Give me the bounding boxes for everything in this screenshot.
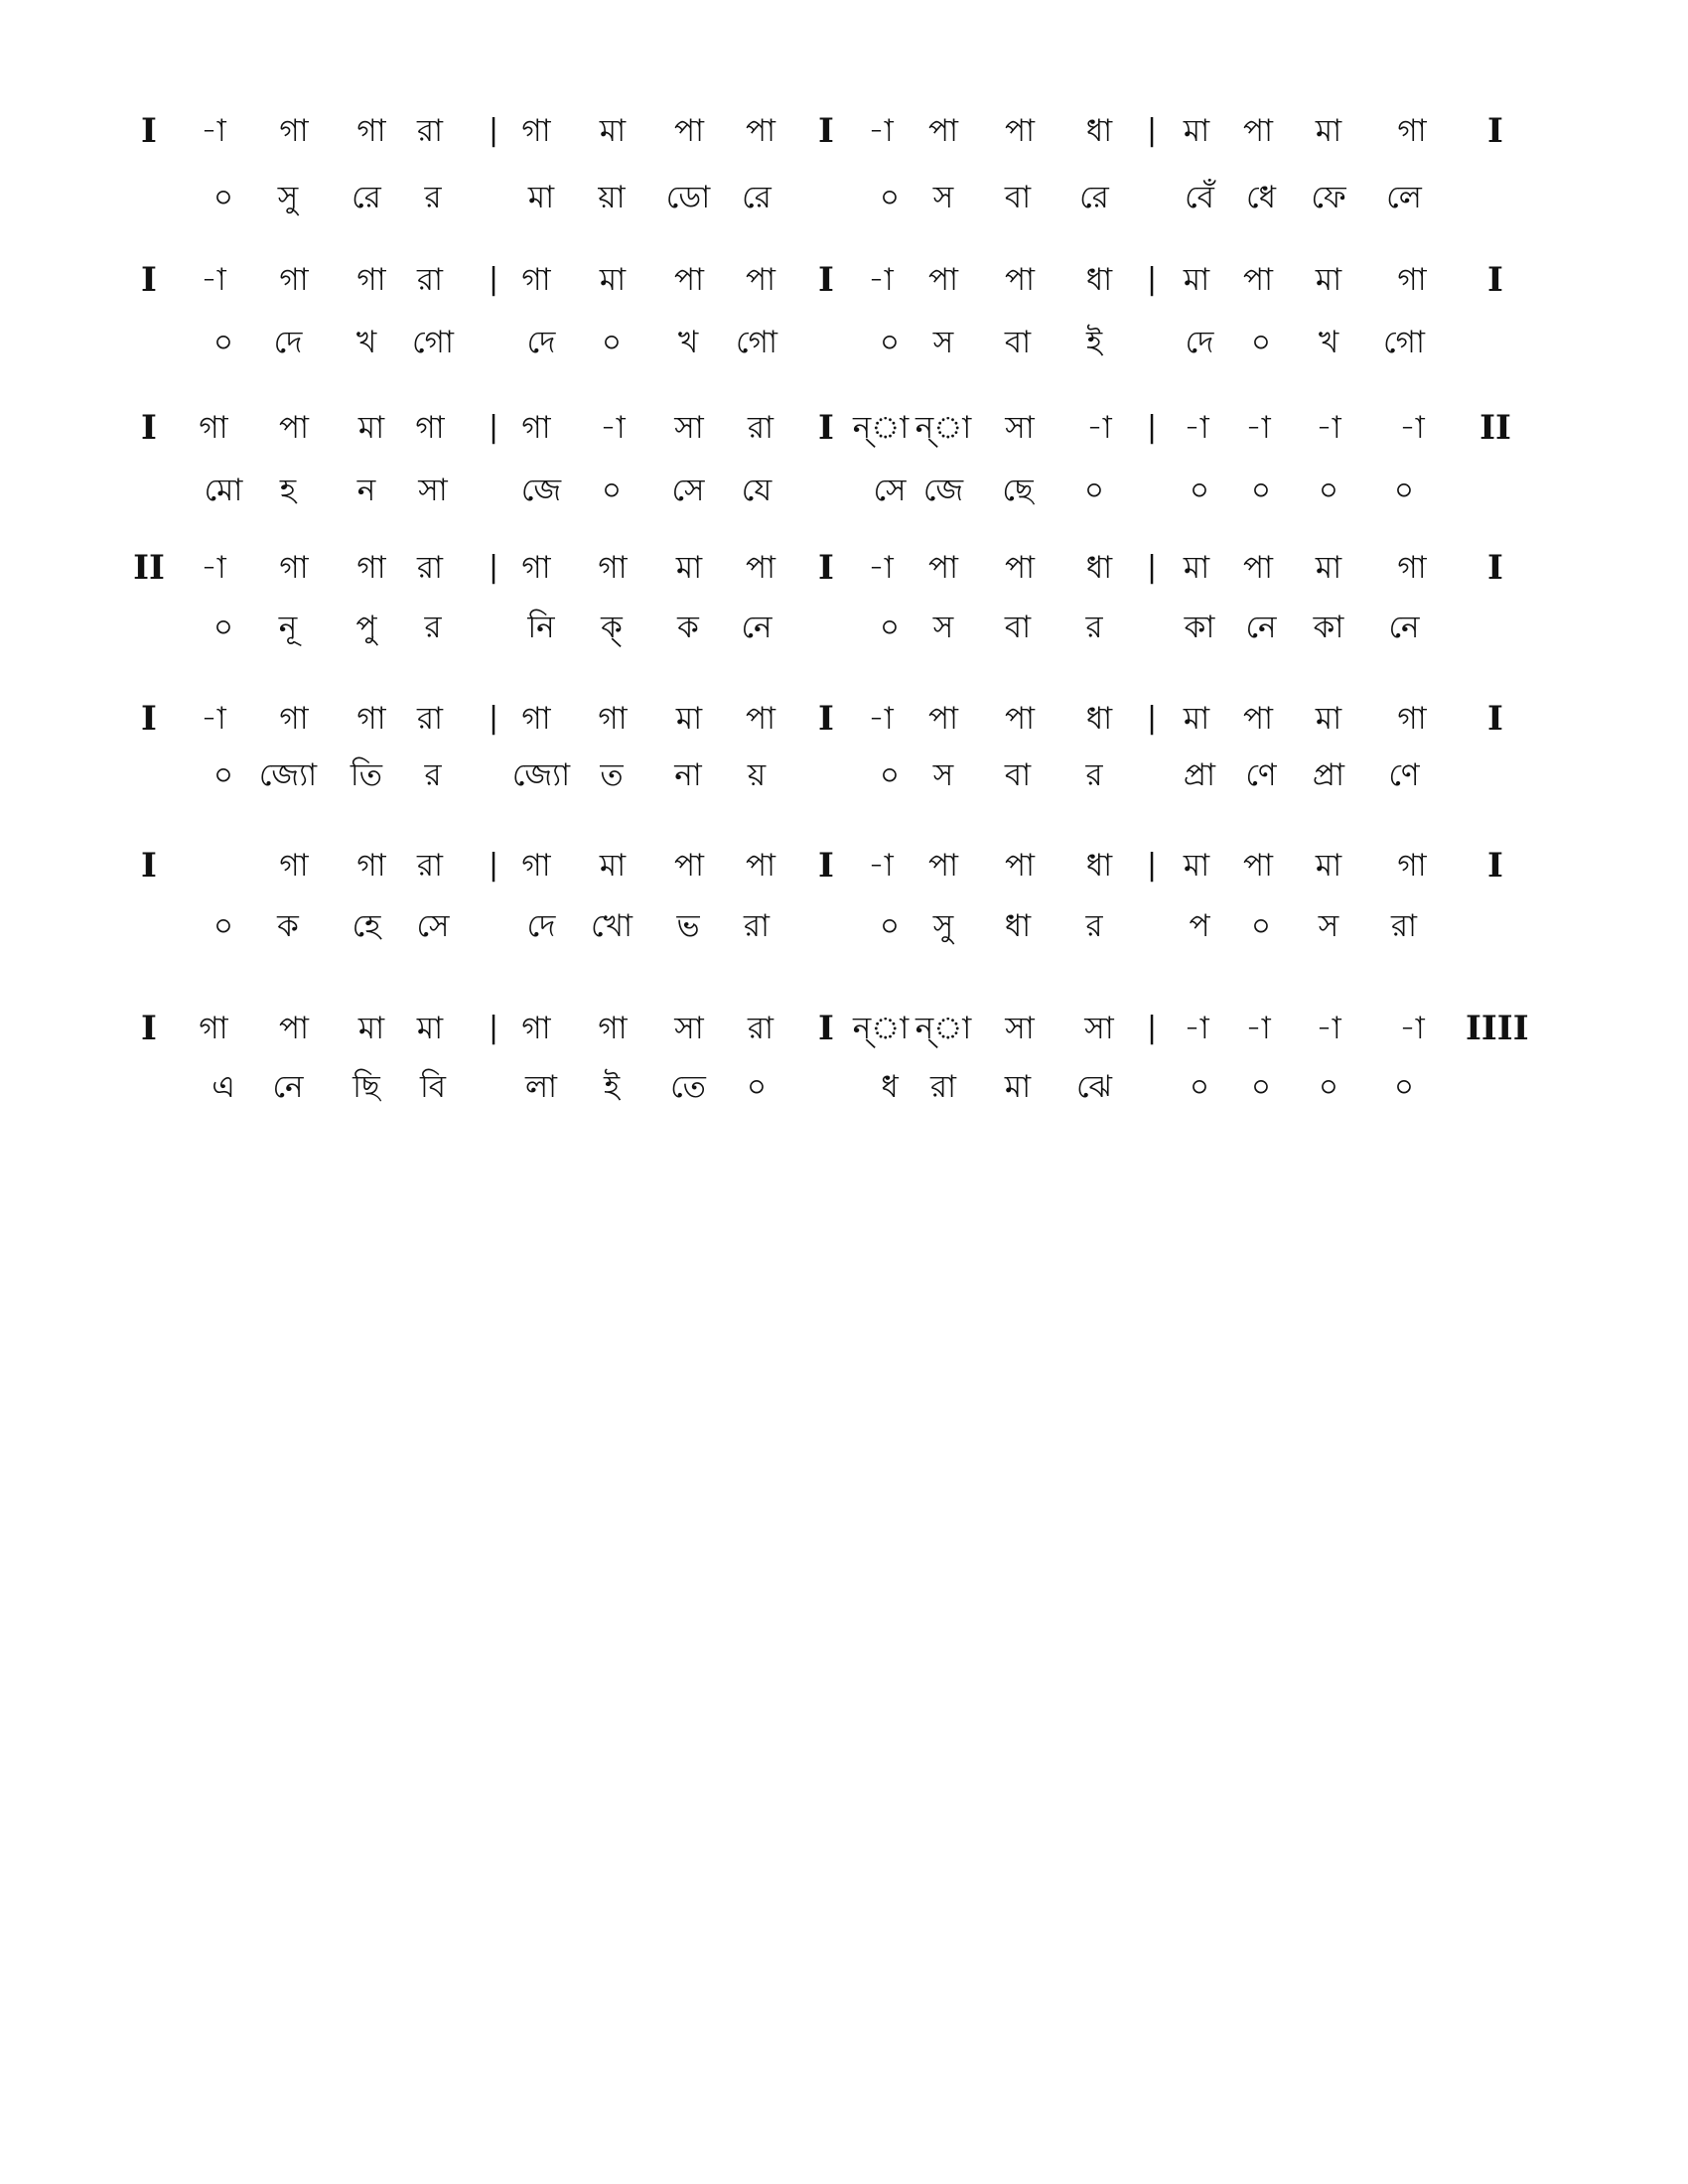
swara-note: ন্া — [852, 410, 910, 446]
swara-note: পা — [1242, 848, 1274, 884]
swara-note: মা — [599, 113, 627, 149]
swara-note: -া — [868, 848, 894, 884]
swara-note: গা — [279, 113, 309, 149]
lyric-row — [0, 608, 1688, 647]
swara-note: গা — [1397, 262, 1427, 298]
beat-divider: | — [488, 848, 499, 883]
bar-line: I — [1487, 111, 1503, 151]
swara-note: গা — [356, 262, 386, 298]
swara-note: মা — [1183, 701, 1210, 737]
swara-note: গা — [1397, 113, 1427, 149]
beat-divider: | — [488, 262, 499, 297]
lyric-syllable: র — [424, 180, 442, 215]
lyric-syllable: তে — [670, 1069, 706, 1105]
swara-note: মা — [675, 550, 703, 586]
lyric-syllable: প — [1189, 908, 1210, 944]
swara-note: পা — [927, 701, 959, 737]
lyric-syllable: ন — [356, 473, 376, 508]
swara-note: সা — [674, 1011, 704, 1046]
lyric-syllable: নে — [272, 1069, 304, 1105]
lyric-syllable: ০ — [1189, 473, 1210, 508]
lyric-syllable: ডো — [665, 180, 711, 215]
lyric-syllable: ছে — [1002, 473, 1034, 508]
beat-divider: | — [488, 701, 499, 736]
swara-note: -া — [1245, 1011, 1271, 1046]
lyric-syllable: খ — [355, 325, 377, 360]
swara-note: -া — [201, 113, 226, 149]
lyric-syllable: বেঁ — [1185, 180, 1214, 215]
swara-note: রা — [747, 1011, 774, 1046]
lyric-row — [0, 755, 1688, 795]
lyric-syllable: সে — [873, 473, 907, 508]
lyric-syllable: বা — [1004, 325, 1032, 360]
swara-note: সা — [674, 410, 704, 446]
swara-note: পা — [745, 848, 776, 884]
swara-note: মা — [1315, 262, 1342, 298]
swara-note: গা — [1397, 701, 1427, 737]
swara-note: মা — [675, 701, 703, 737]
swara-note: পা — [1004, 550, 1036, 586]
lyric-syllable: ০ — [879, 610, 901, 645]
swara-note: পা — [1004, 848, 1036, 884]
lyric-syllable: হে — [352, 908, 381, 944]
beat-divider: | — [1146, 550, 1158, 585]
bar-line: I — [818, 260, 834, 300]
swara-note: ধা — [1085, 550, 1113, 586]
swara-note: পা — [745, 113, 776, 149]
lyric-syllable: নি — [527, 610, 555, 645]
lyric-syllable: ভ — [676, 908, 700, 944]
swara-note: গা — [415, 410, 445, 446]
lyric-syllable: ই — [1085, 325, 1103, 360]
swara-note: গা — [279, 848, 309, 884]
swara-note: মা — [1315, 550, 1342, 586]
lyric-syllable: জে — [922, 473, 964, 508]
lyric-syllable: ০ — [1083, 473, 1105, 508]
beat-divider: | — [1146, 701, 1158, 736]
swara-note: পা — [745, 701, 776, 737]
beat-divider: | — [488, 550, 499, 585]
lyric-syllable: রে — [352, 180, 381, 215]
lyric-syllable: ০ — [879, 180, 901, 215]
swara-note: মা — [1183, 550, 1210, 586]
lyric-syllable: সে — [416, 908, 450, 944]
swara-note: রা — [416, 848, 444, 884]
swara-note: গা — [521, 701, 551, 737]
lyric-syllable: বি — [419, 1069, 447, 1105]
lyric-syllable: রে — [742, 180, 772, 215]
lyric-syllable: জে — [520, 473, 562, 508]
lyric-syllable: ০ — [746, 1069, 768, 1105]
lyric-syllable: দে — [1185, 325, 1214, 360]
lyric-syllable: ০ — [1250, 1069, 1272, 1105]
swara-note: পা — [745, 550, 776, 586]
swara-note: ধা — [1085, 701, 1113, 737]
lyric-syllable: স — [932, 180, 954, 215]
lyric-syllable: সে — [671, 473, 705, 508]
swara-note: মা — [1183, 262, 1210, 298]
swara-note: পা — [745, 262, 776, 298]
lyric-syllable: দে — [526, 908, 556, 944]
lyric-syllable: নূ — [278, 610, 298, 645]
bar-line: I — [141, 846, 157, 886]
swara-note: গা — [356, 701, 386, 737]
bar-line: I — [818, 699, 834, 739]
lyric-syllable: ০ — [212, 610, 234, 645]
lyric-syllable: ০ — [1318, 1069, 1339, 1105]
bar-line: II — [1479, 408, 1511, 448]
lyric-syllable: ধা — [1004, 908, 1032, 944]
lyric-syllable: নে — [741, 610, 773, 645]
lyric-syllable: দে — [273, 325, 303, 360]
swara-note: -া — [1184, 410, 1209, 446]
swara-note: গা — [199, 410, 228, 446]
bar-line: I — [1487, 260, 1503, 300]
lyric-syllable: স — [1318, 908, 1339, 944]
lyric-syllable: গো — [736, 325, 777, 360]
swara-note: পা — [278, 1011, 310, 1046]
swara-note: মা — [416, 1011, 444, 1046]
swara-note: পা — [1242, 550, 1274, 586]
swara-note: -া — [868, 262, 894, 298]
lyric-syllable: মা — [1004, 1069, 1032, 1105]
lyric-syllable: লা — [524, 1069, 558, 1105]
swara-note: সা — [1084, 1011, 1114, 1046]
swara-note: পা — [673, 848, 705, 884]
swara-row — [0, 548, 1688, 588]
swara-note: মা — [357, 1011, 385, 1046]
lyric-syllable: ক্ — [601, 610, 623, 645]
lyric-syllable: খো — [591, 908, 633, 944]
lyric-syllable: ০ — [601, 325, 623, 360]
bar-line: II — [133, 548, 165, 588]
swara-row — [0, 260, 1688, 300]
lyric-syllable: জ্যো — [258, 757, 318, 793]
swara-note: গা — [1397, 550, 1427, 586]
swara-note: গা — [521, 262, 551, 298]
swara-note: -া — [1245, 410, 1271, 446]
swara-row — [0, 846, 1688, 886]
lyric-syllable: রা — [743, 908, 771, 944]
bar-line: I — [1487, 699, 1503, 739]
beat-divider: | — [1146, 848, 1158, 883]
lyric-syllable: ০ — [212, 757, 234, 793]
swara-note: -া — [868, 550, 894, 586]
swara-note: -া — [201, 701, 226, 737]
lyric-syllable: ই — [603, 1069, 621, 1105]
lyric-syllable: এ — [211, 1069, 235, 1105]
swara-note: গা — [279, 262, 309, 298]
swara-note: ধা — [1085, 848, 1113, 884]
swara-note: গা — [598, 1011, 628, 1046]
lyric-row — [0, 906, 1688, 946]
lyric-syllable: সা — [418, 473, 448, 508]
swara-note: -া — [201, 550, 226, 586]
lyric-syllable: য় — [747, 757, 767, 793]
swara-note: -া — [600, 410, 626, 446]
swara-note: মা — [1315, 113, 1342, 149]
lyric-syllable: কা — [1313, 610, 1344, 645]
swara-note: -া — [1399, 1011, 1425, 1046]
swara-note: গা — [521, 848, 551, 884]
swara-note: পা — [927, 550, 959, 586]
swara-note: মা — [599, 848, 627, 884]
swara-note: -া — [1316, 1011, 1341, 1046]
lyric-syllable: তি — [350, 757, 383, 793]
swara-note: পা — [1004, 262, 1036, 298]
swara-note: মা — [1183, 848, 1210, 884]
swara-note: গা — [521, 113, 551, 149]
bar-line: I — [818, 1009, 834, 1048]
swara-note: -া — [1086, 410, 1112, 446]
swara-note: পা — [673, 262, 705, 298]
swara-note: গা — [598, 701, 628, 737]
swara-note: গা — [521, 550, 551, 586]
lyric-syllable: সু — [932, 908, 954, 944]
swara-note: মা — [1183, 113, 1210, 149]
lyric-syllable: জ্যো — [511, 757, 571, 793]
beat-divider: | — [1146, 410, 1158, 445]
swara-note: -া — [1399, 410, 1425, 446]
swara-note: -া — [1184, 1011, 1209, 1046]
swara-note: পা — [1004, 113, 1036, 149]
lyric-syllable: বা — [1004, 757, 1032, 793]
lyric-syllable: না — [674, 757, 702, 793]
bar-line: I — [818, 846, 834, 886]
swara-note: গা — [199, 1011, 228, 1046]
lyric-syllable: খ — [1318, 325, 1339, 360]
lyric-syllable: দে — [526, 325, 556, 360]
lyric-syllable: ত — [600, 757, 624, 793]
swara-note: -া — [201, 262, 226, 298]
swara-note: গা — [521, 410, 551, 446]
lyric-syllable: মো — [204, 473, 243, 508]
lyric-syllable: যে — [741, 473, 773, 508]
swara-note: সা — [1005, 1011, 1035, 1046]
swara-note: -া — [868, 701, 894, 737]
bar-line: I — [141, 111, 157, 151]
swara-note: পা — [1242, 113, 1274, 149]
lyric-syllable: ক — [277, 908, 299, 944]
lyric-syllable: স — [932, 610, 954, 645]
swara-note: পা — [927, 848, 959, 884]
lyric-syllable: র — [1085, 757, 1103, 793]
lyric-syllable: ০ — [1250, 908, 1272, 944]
swara-note: গা — [356, 848, 386, 884]
swara-note: গা — [279, 550, 309, 586]
lyric-syllable: বা — [1004, 610, 1032, 645]
lyric-syllable: গো — [1383, 325, 1425, 360]
lyric-syllable: প্রা — [1183, 757, 1216, 793]
bar-line: I — [818, 408, 834, 448]
lyric-syllable: পু — [355, 610, 377, 645]
lyric-syllable: ক — [677, 610, 699, 645]
swara-note: -া — [868, 113, 894, 149]
lyric-syllable: ০ — [1393, 1069, 1415, 1105]
lyric-syllable: লে — [1386, 180, 1422, 215]
swara-note: ন্া — [914, 410, 972, 446]
swara-row — [0, 408, 1688, 448]
lyric-syllable: র — [1085, 908, 1103, 944]
swara-note: গা — [521, 1011, 551, 1046]
swara-note: গা — [279, 701, 309, 737]
lyric-syllable: ০ — [601, 473, 623, 508]
lyric-syllable: ০ — [1189, 1069, 1210, 1105]
swara-note: সা — [1005, 410, 1035, 446]
swara-note: গা — [598, 550, 628, 586]
bar-line: I — [141, 1009, 157, 1048]
bar-line: IIII — [1466, 1009, 1529, 1048]
lyric-syllable: ০ — [879, 908, 901, 944]
lyric-syllable: য়া — [598, 180, 626, 215]
swara-note: রা — [747, 410, 774, 446]
swara-row — [0, 699, 1688, 739]
bar-line: I — [141, 408, 157, 448]
lyric-syllable: র — [424, 757, 442, 793]
lyric-syllable: ধে — [1246, 180, 1276, 215]
lyric-syllable: ছি — [352, 1069, 380, 1105]
lyric-syllable: মা — [527, 180, 555, 215]
lyric-syllable: গো — [412, 325, 454, 360]
lyric-syllable: ধ — [881, 1069, 899, 1105]
swara-note: মা — [1315, 701, 1342, 737]
lyric-syllable: ণে — [1388, 757, 1420, 793]
beat-divider: | — [1146, 1011, 1158, 1045]
swara-row — [0, 111, 1688, 151]
beat-divider: | — [488, 410, 499, 445]
lyric-row — [0, 471, 1688, 510]
beat-divider: | — [488, 113, 499, 148]
swara-note: রা — [416, 113, 444, 149]
lyric-syllable: ০ — [879, 757, 901, 793]
bar-line: I — [141, 699, 157, 739]
bar-line: I — [818, 111, 834, 151]
lyric-syllable: রে — [1079, 180, 1109, 215]
lyric-syllable: কা — [1184, 610, 1215, 645]
swara-note: পা — [927, 262, 959, 298]
swara-note: মা — [1315, 848, 1342, 884]
lyric-syllable: খ — [677, 325, 699, 360]
swara-note: -া — [1316, 410, 1341, 446]
lyric-syllable: ০ — [1393, 473, 1415, 508]
lyric-syllable: ফে — [1311, 180, 1346, 215]
swara-note: মা — [599, 262, 627, 298]
bar-line: I — [818, 548, 834, 588]
swara-note: পা — [278, 410, 310, 446]
beat-divider: | — [1146, 262, 1158, 297]
lyric-syllable: বা — [1004, 180, 1032, 215]
lyric-syllable: ০ — [1250, 473, 1272, 508]
swara-note: পা — [1242, 262, 1274, 298]
swara-note: পা — [673, 113, 705, 149]
lyric-syllable: ০ — [212, 325, 234, 360]
lyric-syllable: হ — [279, 473, 297, 508]
swara-note: ধা — [1085, 262, 1113, 298]
bar-line: I — [141, 260, 157, 300]
swara-note: পা — [1004, 701, 1036, 737]
swara-note: রা — [416, 550, 444, 586]
lyric-syllable: ০ — [1318, 473, 1339, 508]
lyric-syllable: ০ — [879, 325, 901, 360]
lyric-row — [0, 323, 1688, 362]
lyric-syllable: স — [932, 325, 954, 360]
swara-note: ন্া — [852, 1011, 910, 1046]
swara-note: পা — [927, 113, 959, 149]
swara-note: গা — [356, 113, 386, 149]
swara-note: রা — [416, 701, 444, 737]
bar-line: I — [1487, 846, 1503, 886]
lyric-syllable: ০ — [1250, 325, 1272, 360]
bar-line: I — [1487, 548, 1503, 588]
lyric-syllable: ণে — [1245, 757, 1277, 793]
swara-row — [0, 1009, 1688, 1048]
lyric-syllable: ঝে — [1075, 1069, 1113, 1105]
lyric-row — [0, 178, 1688, 217]
swara-note: পা — [1242, 701, 1274, 737]
swara-note: মা — [357, 410, 385, 446]
lyric-syllable: সু — [277, 180, 299, 215]
beat-divider: | — [488, 1011, 499, 1045]
lyric-syllable: নে — [1388, 610, 1420, 645]
lyric-syllable: ০ — [212, 908, 234, 944]
lyric-syllable: স — [932, 757, 954, 793]
lyric-syllable: প্রা — [1312, 757, 1345, 793]
lyric-syllable: র — [1085, 610, 1103, 645]
swara-note: গা — [356, 550, 386, 586]
lyric-syllable: রা — [1390, 908, 1418, 944]
lyric-syllable: র — [424, 610, 442, 645]
swara-note: রা — [416, 262, 444, 298]
swara-note: গা — [1397, 848, 1427, 884]
lyric-row — [0, 1067, 1688, 1107]
beat-divider: | — [1146, 113, 1158, 148]
swara-note: ধা — [1085, 113, 1113, 149]
swara-note: ন্া — [914, 1011, 972, 1046]
lyric-syllable: রা — [929, 1069, 957, 1105]
lyric-syllable: ০ — [212, 180, 234, 215]
lyric-syllable: নে — [1245, 610, 1277, 645]
